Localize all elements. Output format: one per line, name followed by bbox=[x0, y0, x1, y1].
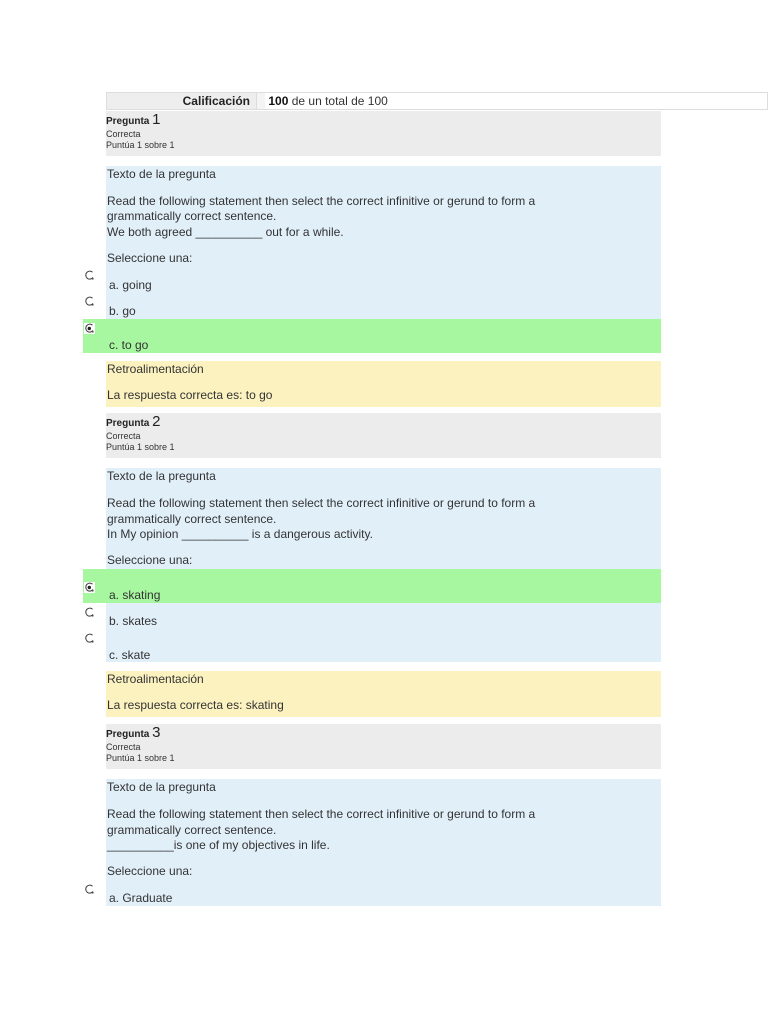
question-text-header: Texto de la pregunta bbox=[107, 469, 216, 483]
select-label: Seleccione una: bbox=[107, 251, 193, 265]
answer-option[interactable] bbox=[83, 603, 661, 629]
radio-selected-icon[interactable] bbox=[84, 323, 95, 334]
answer-label: b. go bbox=[109, 304, 136, 318]
question-info-2 bbox=[106, 413, 661, 458]
question-info-1 bbox=[106, 111, 661, 156]
answer-option-correct[interactable] bbox=[83, 319, 661, 353]
question-number: 1 bbox=[152, 111, 161, 128]
answer-label: c. skate bbox=[109, 648, 151, 662]
question-status: Correcta bbox=[106, 431, 141, 441]
question-number: 3 bbox=[152, 724, 161, 741]
question-prompt-sentence: __________is one of my objectives in life. bbox=[107, 838, 330, 852]
answer-label: a. skating bbox=[109, 588, 161, 602]
question-status: Correcta bbox=[106, 129, 141, 139]
answer-label: a. going bbox=[109, 278, 152, 292]
question-prompt-line: grammatically correct sentence. bbox=[107, 209, 277, 223]
feedback-1 bbox=[106, 361, 661, 407]
radio-unselected-icon[interactable] bbox=[84, 607, 95, 618]
question-prompt-sentence: We both agreed __________ out for a while. bbox=[107, 225, 344, 239]
feedback-header: Retroalimentación bbox=[107, 362, 204, 376]
question-prompt-line: Read the following statement then select the correct infinitive or gerund to form a bbox=[107, 807, 536, 821]
question-score: Puntúa 1 sobre 1 bbox=[106, 753, 175, 763]
question-status: Correcta bbox=[106, 742, 141, 752]
question-number: 2 bbox=[152, 413, 161, 430]
question-text-header: Texto de la pregunta bbox=[107, 780, 216, 794]
feedback-2 bbox=[106, 671, 661, 717]
question-title: Pregunta 2 bbox=[106, 413, 161, 430]
feedback-text: La respuesta correcta es: to go bbox=[107, 388, 273, 402]
question-prompt-line: Read the following statement then select the correct infinitive or gerund to form a bbox=[107, 496, 536, 510]
answer-label: b. skates bbox=[109, 614, 158, 628]
grade-value-bold: 100 bbox=[268, 94, 289, 108]
answer-option[interactable] bbox=[83, 880, 661, 906]
answer-option[interactable] bbox=[83, 294, 661, 319]
answer-option[interactable] bbox=[83, 629, 661, 662]
feedback-header: Retroalimentación bbox=[107, 672, 204, 686]
answer-option-correct[interactable] bbox=[83, 569, 661, 603]
radio-unselected-icon[interactable] bbox=[84, 296, 95, 307]
question-prompt-line: Read the following statement then select the correct infinitive or gerund to form a bbox=[107, 194, 536, 208]
question-info-3 bbox=[106, 724, 661, 769]
question-prompt-line: grammatically correct sentence. bbox=[107, 823, 277, 837]
grade-value-rest: de un total de 100 bbox=[288, 94, 388, 108]
radio-unselected-icon[interactable] bbox=[84, 884, 95, 895]
feedback-text: La respuesta correcta es: skating bbox=[107, 698, 284, 712]
question-prompt-sentence: In My opinion __________ is a dangerous activity. bbox=[107, 527, 373, 541]
answer-label: c. to go bbox=[109, 338, 149, 352]
answer-label: a. Graduate bbox=[109, 891, 173, 905]
question-title: Pregunta 3 bbox=[106, 724, 161, 741]
grade-label: Calificación bbox=[107, 93, 257, 109]
select-label: Seleccione una: bbox=[107, 864, 193, 878]
question-prompt-line: grammatically correct sentence. bbox=[107, 512, 277, 526]
question-title: Pregunta 1 bbox=[106, 111, 161, 128]
grade-value bbox=[265, 93, 767, 109]
question-text-header: Texto de la pregunta bbox=[107, 167, 216, 181]
radio-unselected-icon[interactable] bbox=[84, 633, 95, 644]
select-label: Seleccione una: bbox=[107, 553, 193, 567]
question-score: Puntúa 1 sobre 1 bbox=[106, 442, 175, 452]
answer-option[interactable] bbox=[83, 268, 661, 294]
grade-summary bbox=[106, 92, 768, 110]
radio-selected-icon[interactable] bbox=[84, 582, 95, 593]
question-score: Puntúa 1 sobre 1 bbox=[106, 140, 175, 150]
radio-unselected-icon[interactable] bbox=[84, 270, 95, 281]
